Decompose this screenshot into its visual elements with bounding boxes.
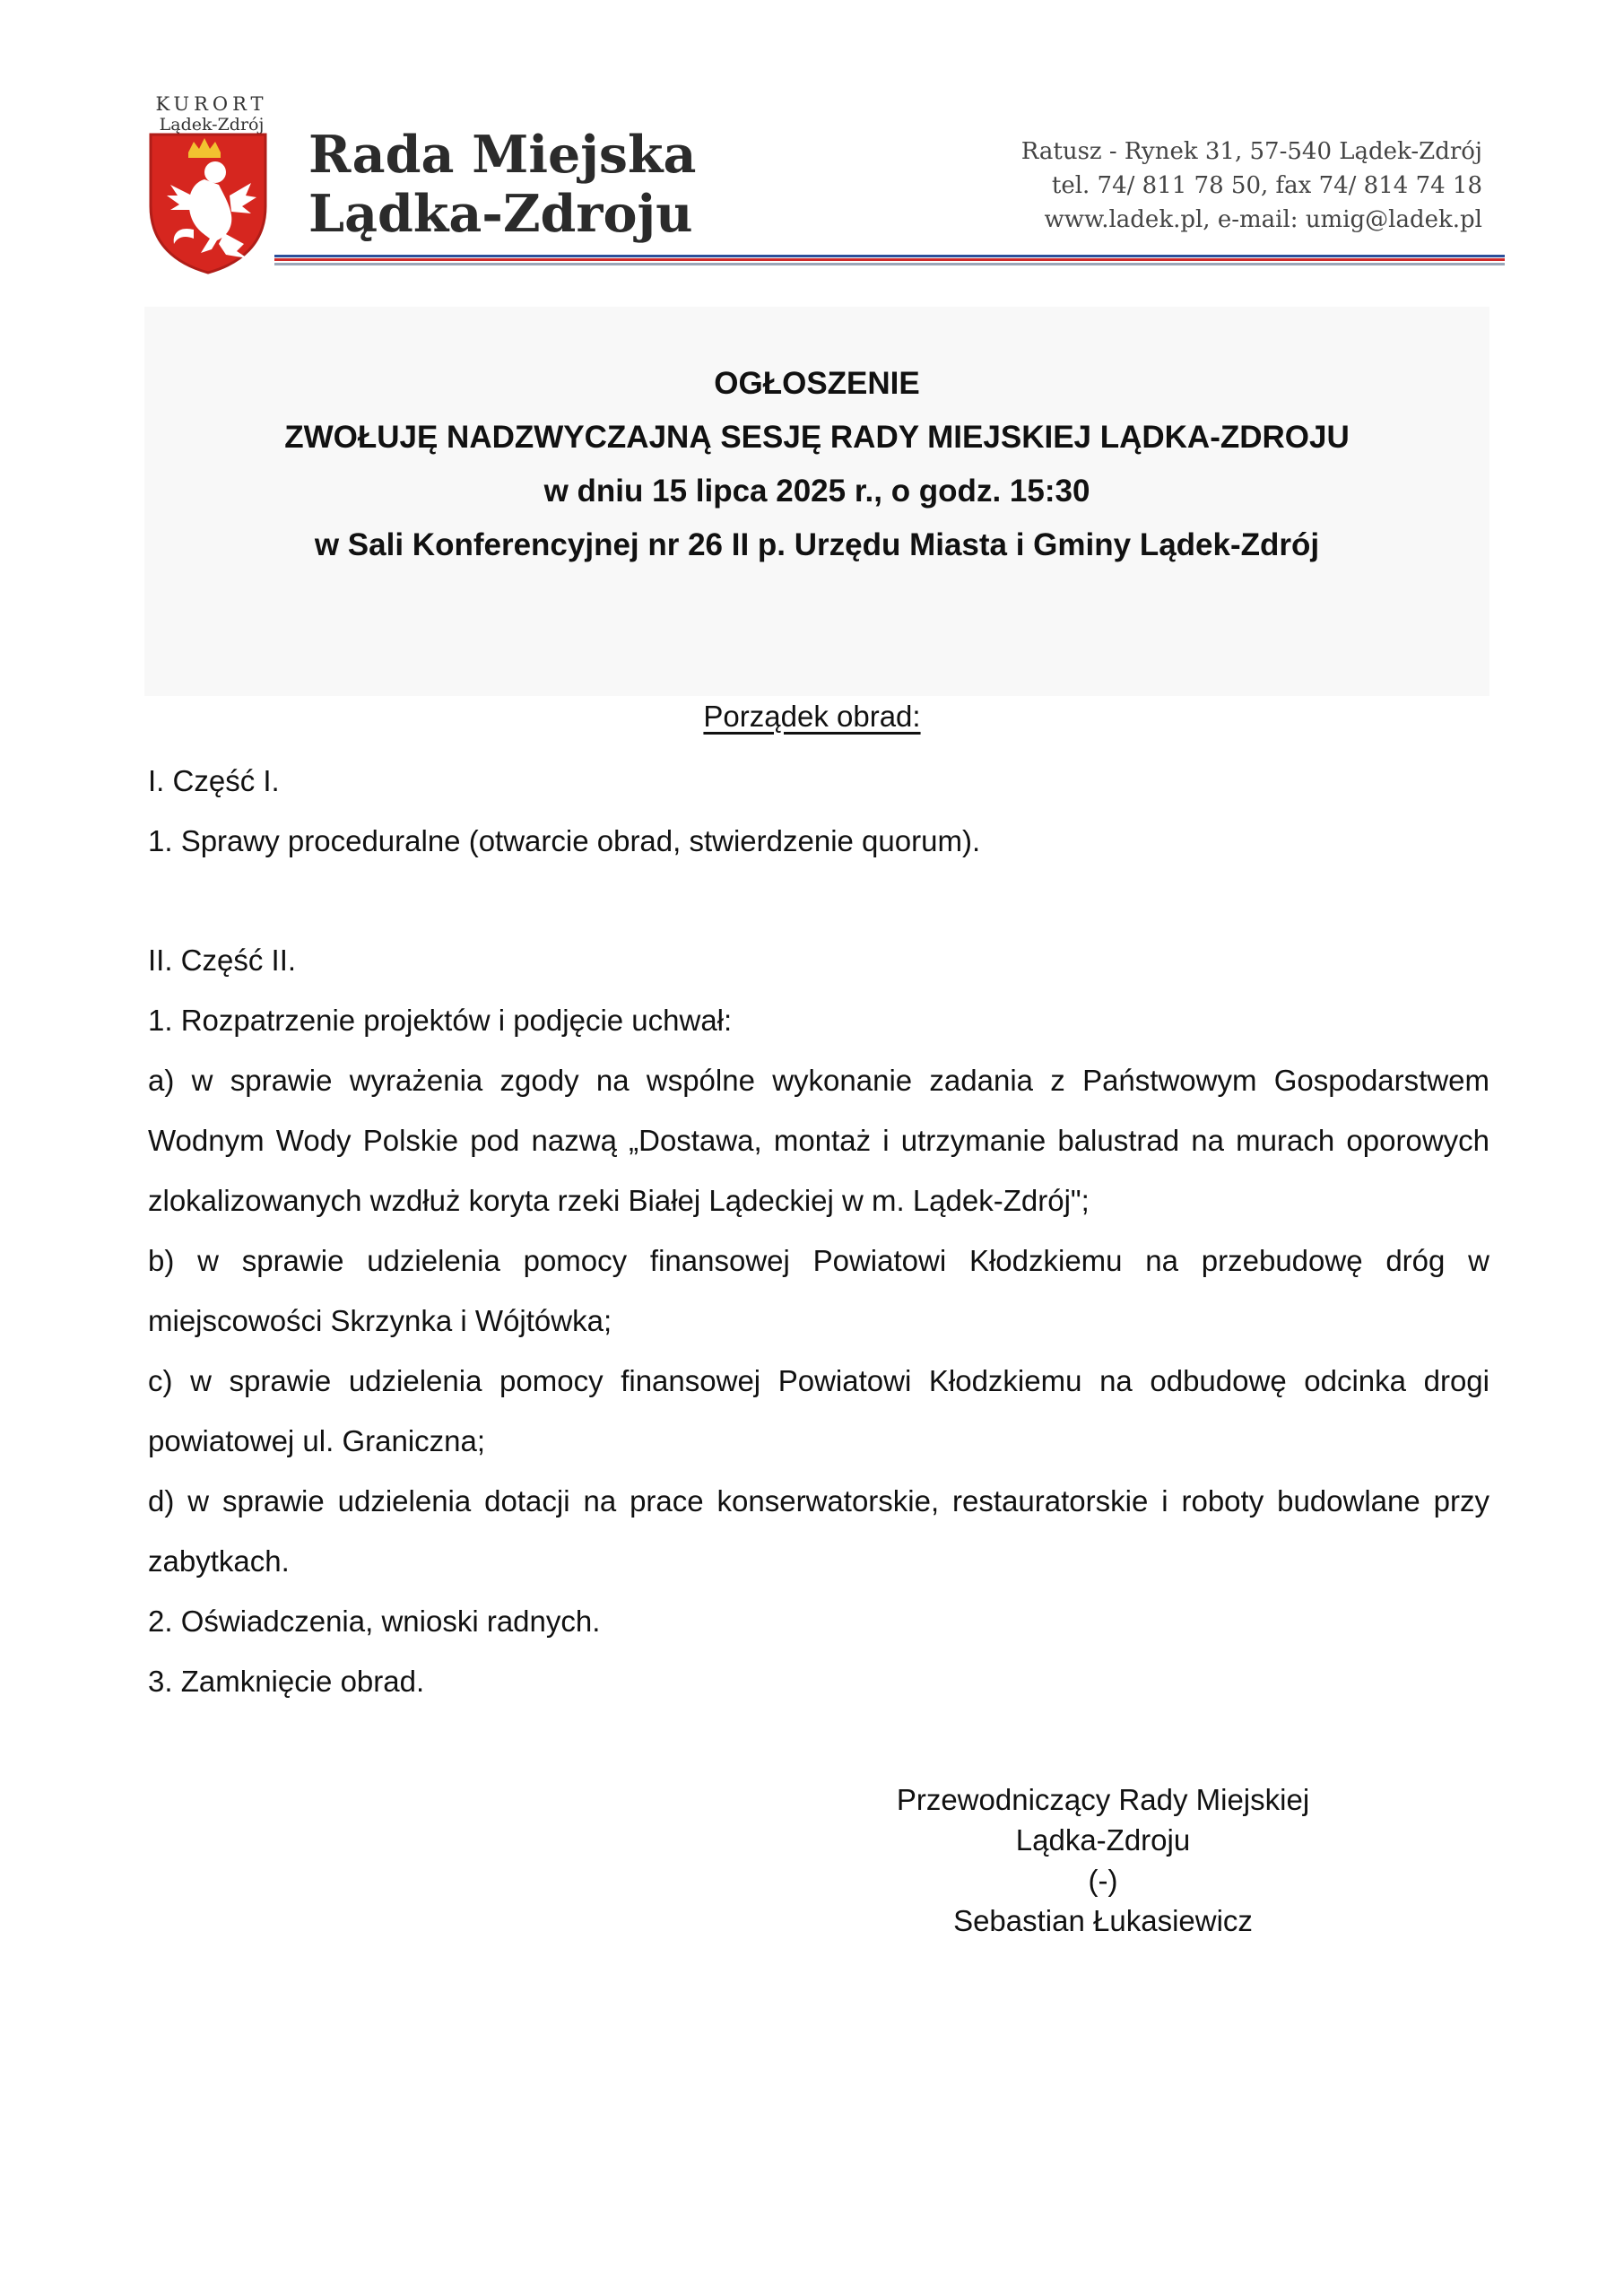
header-rule-grey — [274, 263, 1505, 265]
header-rule-blue — [274, 255, 1505, 257]
resolution-b: b) w sprawie udzielenia pomocy finansowej Powiatowi Kłodzkiemu na przebudowę dróg w miejscowości Skrzynka i Wójtówka; — [148, 1244, 1489, 1337]
signature-block — [879, 1779, 1327, 1941]
signature-name: Sebastian Łukasiewicz — [953, 1904, 1253, 1937]
contact-web: www.ladek.pl, e-mail: umig@ladek.pl — [1044, 206, 1482, 233]
signature-role: Przewodniczący Rady Miejskiej — [896, 1783, 1310, 1816]
header-rule-red — [274, 258, 1505, 261]
contact-phone: tel. 74/ 811 78 50, fax 74/ 814 74 18 — [1051, 172, 1482, 199]
council-name-line2: Lądka-Zdroju — [308, 184, 693, 244]
part2-item3: 3. Zamknięcie obrad. — [148, 1665, 425, 1698]
announcement-date: w dniu 15 lipca 2025 r., o godz. 15:30 — [543, 474, 1090, 509]
contact-address: Ratusz - Rynek 31, 57-540 Lądek-Zdrój — [1020, 138, 1482, 165]
announcement-title: OGŁOSZENIE — [714, 366, 920, 401]
part1-item1: 1. Sprawy proceduralne (otwarcie obrad, stwierdzenie quorum). — [148, 824, 981, 857]
signature-council: Lądka-Zdroju — [1015, 1823, 1191, 1857]
part2-item1: 1. Rozpatrzenie projektów i podjęcie uchwał: — [148, 1004, 733, 1037]
agenda-heading: Porządek obrad: — [703, 700, 921, 733]
signature-mark: (-) — [1088, 1864, 1118, 1897]
part2-item2: 2. Oświadczenia, wnioski radnych. — [148, 1605, 601, 1638]
contact-info — [1021, 135, 1482, 237]
council-name — [308, 126, 696, 244]
resolution-c: c) w sprawie udzielenia pomocy finansowej Powiatowi Kłodzkiemu na odbudowę odcinka drogi powiatowej ul. Graniczna; — [148, 1364, 1489, 1457]
resolution-d: d) w sprawie udzielenia dotacji na prace konserwatorskie, restauratorskie i roboty budowlane przy zabytkach. — [148, 1484, 1489, 1578]
part2-title: II. Część II. — [148, 944, 297, 977]
coat-of-arms-icon — [147, 133, 269, 274]
announcement-box — [144, 307, 1489, 696]
kurort-label — [149, 95, 274, 134]
resolution-a: a) w sprawie wyrażenia zgody na wspólne wykonanie zadania z Państwowym Gospodarstwem Wodnym Wody Polskie pod nazwą „Dostawa, montaż i utrzymanie balustrad na murach oporowych zlokalizowanych wzdłuż koryta rzeki Białej Lądeckiej w m. Lądek-Zdrój"; — [148, 1064, 1489, 1217]
announcement-place: w Sali Konferencyjnej nr 26 II p. Urzędu Miasta i Gminy Lądek-Zdrój — [314, 527, 1320, 562]
agenda-body — [148, 751, 1489, 1711]
part1-title: I. Część I. — [148, 764, 280, 797]
announcement-subtitle: ZWOŁUJĘ NADZWYCZAJNĄ SESJĘ RADY MIEJSKIEJ LĄDKA-ZDROJU — [284, 420, 1350, 455]
kurort-town: Lądek-Zdrój — [159, 115, 265, 135]
kurort-word: KURORT — [155, 93, 268, 115]
council-name-line1: Rada Miejska — [308, 125, 697, 185]
